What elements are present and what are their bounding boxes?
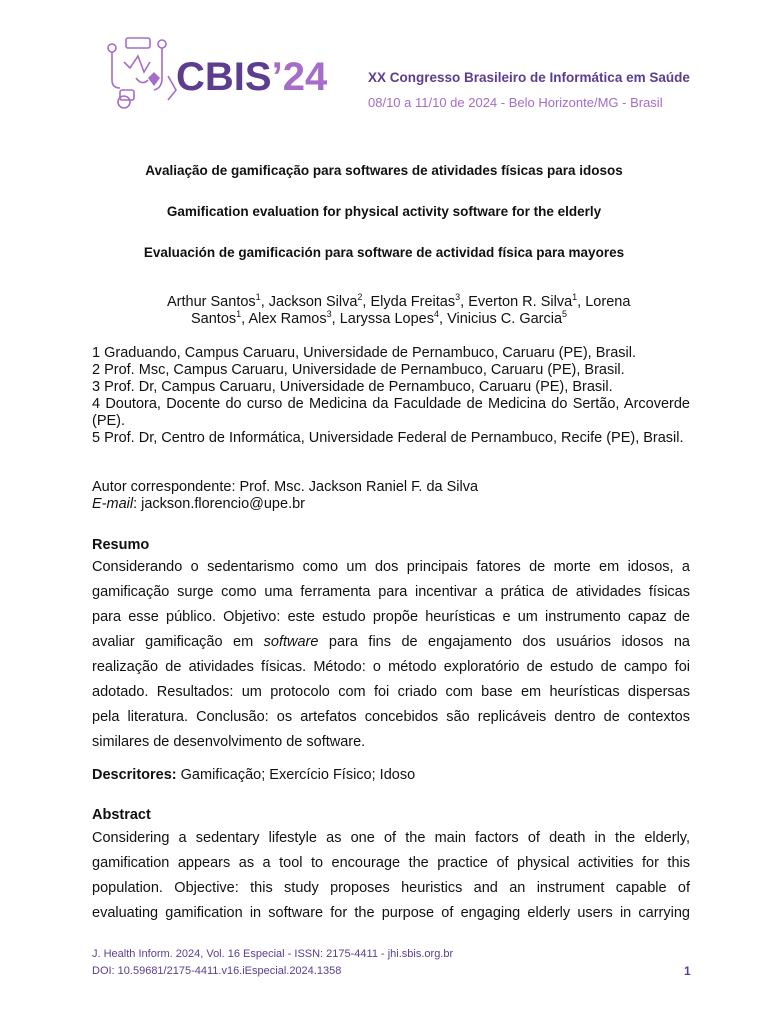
text-line: adotado. Resultados: um protocolo com foi criado com base em heurísticas dispersas (92, 684, 690, 700)
text-line: para esse público. Objetivo: este estudo propõe heurísticas e um instrumento capaz de (92, 609, 690, 625)
text-line: realização de atividades físicas. Método: o método exploratório de estudo de campo foi (92, 659, 690, 675)
text-line: population. Objective: this study proposes heuristics and an instrument capable of (92, 880, 690, 896)
author-name: Alex Ramos (248, 311, 327, 327)
email-label: E-mail (92, 496, 134, 512)
title-es: Evaluación de gamificación para software de actividad física para mayores (143, 245, 625, 260)
title-en: Gamification evaluation for physical activity software for the elderly (166, 204, 602, 219)
author-name: Arthur Santos (167, 294, 256, 310)
author-name: Laryssa Lopes (339, 311, 434, 327)
text-line: Considerando o sedentarismo como um dos principais fatores de morte em idosos, a (92, 559, 690, 575)
text-line: gamificação surge como uma ferramenta para incentivar a prática de atividades físicas (92, 584, 690, 600)
text-line: gamification appears as a tool to encourage the practice of physical activities for this (92, 855, 690, 871)
affiliation: 1 Graduando, Campus Caruaru, Universidade de Pernambuco, Caruaru (PE), Brasil. (92, 345, 637, 361)
author-name: Elyda Freitas (370, 294, 456, 310)
conference-date: 08/10 a 11/10 de 2024 - Belo Horizonte/MG - Brasil (368, 95, 663, 110)
author-name-part: Santos (191, 311, 237, 327)
affiliation: 4 Doutora, Docente do curso de Medicina da Faculdade de Medicina do Sertão, Arcoverde (PE). (92, 396, 690, 429)
author-name: Everton R. Silva (468, 294, 573, 310)
cbis-logo (102, 28, 344, 114)
conference-name: XX Congresso Brasileiro de Informática em Saúde (368, 70, 690, 85)
author-name-part: Lorena (585, 294, 631, 310)
descritores (92, 767, 415, 783)
correspondence (92, 479, 690, 513)
text-line: evaluating gamification in software for the purpose of engaging elderly users in carrying (92, 905, 690, 921)
text-line: similares de desenvolvimento de software. (92, 734, 366, 750)
abstract-heading: Abstract (92, 807, 151, 823)
abstract-body (92, 826, 690, 926)
descritores-value: Gamificação; Exercício Físico; Idoso (176, 767, 416, 783)
resumo-heading: Resumo (92, 537, 150, 553)
title-pt: Avaliação de gamificação para softwares de atividades físicas para idosos (145, 163, 623, 178)
corresponding-author: Autor correspondente: Prof. Msc. Jackson Raniel F. da Silva (92, 479, 479, 495)
author-list: Arthur Santos$^1$, Jackson Silva$^2$, Elyda Freitas$^3$, Everton R. Silva$^1$, Lorena Santos$^1$, Alex Ramos$^3$, Laryssa Lopes$^4$, Vinicius C. Garcia$^5$ (167, 292, 631, 327)
text-line: Considering a sedentary lifestyle as one of the main factors of death in the elderly, (92, 830, 690, 846)
doi-link[interactable]: DOI: 10.59681/2175-4411.v16.iEspecial.2024.1358 (92, 965, 342, 977)
email-address[interactable]: : jackson.florencio@upe.br (133, 496, 305, 512)
text-line: pela literatura. Conclusão: os artefatos concebidos são replicáveis dentro de contextos (92, 709, 690, 725)
author-name: Jackson Silva (268, 294, 358, 310)
affiliation: 2 Prof. Msc, Campus Caruaru, Universidade de Pernambuco, Caruaru (PE), Brasil. (92, 362, 625, 378)
journal-citation: J. Health Inform. 2024, Vol. 16 Especial - ISSN: 2175-4411 - jhi.sbis.org.br (92, 948, 454, 960)
health-tech-icon (108, 38, 176, 108)
logo-wordmark: CBIS’24 (176, 55, 328, 99)
page-number: 1 (684, 964, 691, 978)
affiliation-list (92, 345, 690, 447)
resumo-body (92, 555, 690, 755)
affiliation: 3 Prof. Dr, Campus Caruaru, Universidade de Pernambuco, Caruaru (PE), Brasil. (92, 379, 613, 395)
affiliation: 5 Prof. Dr, Centro de Informática, Universidade Federal de Pernambuco, Recife (PE), Brasil. (92, 430, 684, 446)
descritores-label: Descritores: (92, 767, 177, 783)
author-name: Vinicius C. Garcia (447, 311, 563, 327)
text-line: avaliar gamificação em software para fins de engajamento dos usuários idosos na (92, 634, 690, 650)
